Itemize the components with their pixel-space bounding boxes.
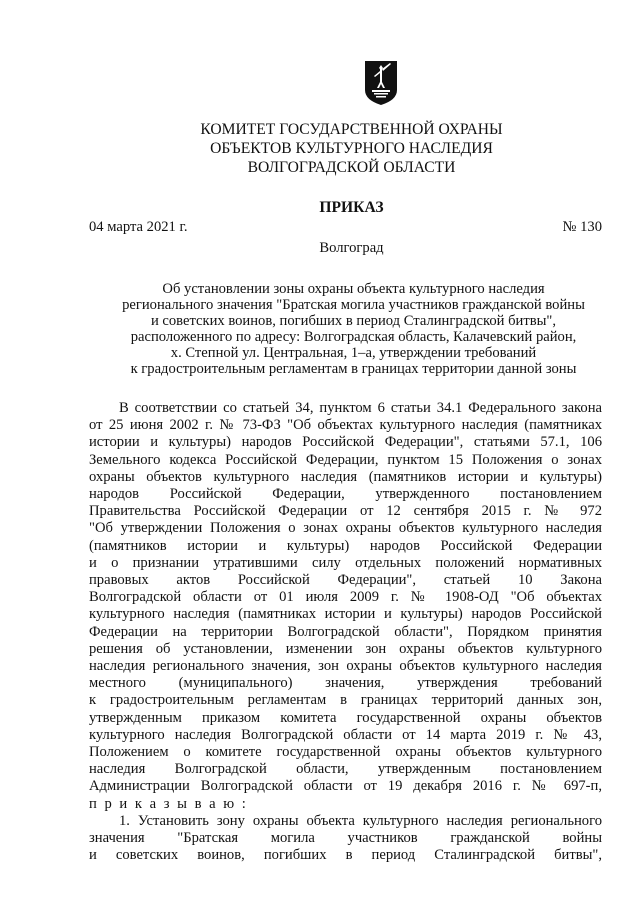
body-line: правовых актов Российской Федерации", статьей 10 Закона xyxy=(89,572,602,589)
body-line: (памятников истории и культуры) народов Российской Федерации xyxy=(89,537,602,554)
document-body xyxy=(89,400,602,864)
subject-line: к градостроительным регламентам в границах территории данной зоны xyxy=(130,361,577,377)
date-number-row xyxy=(89,219,602,236)
subject-line: расположенного по адресу: Волгоградская область, Калачевский район, xyxy=(130,329,577,345)
committee-line: ОБЪЕКТОВ КУЛЬТУРНОГО НАСЛЕДИЯ xyxy=(210,140,493,157)
body-line: Земельного кодекса Российской Федерации, пунктом 15 Положения о зонах xyxy=(89,451,602,468)
body-line: Волгоградской области от 01 июля 2009 г. № 1908-ОД "Об объектах xyxy=(89,589,602,606)
committee-line: КОМИТЕТ ГОСУДАРСТВЕННОЙ ОХРАНЫ xyxy=(200,121,503,138)
committee-name xyxy=(95,120,608,177)
body-line: В соответствии со статьей 34, пунктом 6 статьи 34.1 Федерального закона xyxy=(119,400,602,416)
body-line: Федерации на территории Волгоградской области", Порядком принятия xyxy=(89,623,602,640)
volgograd-emblem-icon xyxy=(364,60,398,106)
body-line: Правительства Российской Федерации от 12 сентября 2015 г. № 972 xyxy=(89,503,602,520)
subject-line: регионального значения "Братская могила участников гражданской войны xyxy=(122,297,585,313)
subject-line: и советских воинов, погибших в период Сталинградской битвы", xyxy=(150,313,557,329)
body-line: народов Российской Федерации, утвержденного постановлением xyxy=(89,486,602,503)
document-date: 04 марта 2021 г. xyxy=(89,219,188,235)
document-type: ПРИКАЗ xyxy=(319,199,384,216)
body-line: культурного наследия Волгоградской области от 14 марта 2019 г. № 43, xyxy=(89,726,602,743)
body-line: значения "Братская могила участников гражданской войны xyxy=(89,830,602,847)
body-line: наследия регионального значения, зон охраны объектов культурного наследия xyxy=(89,658,602,675)
body-line: решения об установлении, изменении зон охраны объектов культурного xyxy=(89,640,602,657)
subject-line: х. Степной ул. Центральная, 1–а, утверждении требований xyxy=(170,345,537,361)
body-line: к градостроительным регламентам в границах территорий данных зон, xyxy=(89,692,602,709)
body-line: "Об утверждении Положения о зонах охраны объектов культурного наследия xyxy=(89,520,602,537)
body-line: наследия Волгоградской области, утвержденным постановлением xyxy=(89,761,602,778)
body-line: Положением о комитете государственной охраны объектов культурного xyxy=(89,744,602,761)
body-line: Администрации Волгоградской области от 19 декабря 2016 г. № 697-п, xyxy=(89,778,602,795)
body-line: утвержденным приказом комитета государственной охраны объектов xyxy=(89,709,602,726)
order-word: п р и к а з ы в а ю : xyxy=(89,795,248,812)
body-line: от 25 июня 2002 г. № 73-ФЗ "Об объектах культурного наследия (памятниках xyxy=(89,417,602,434)
body-line: 1. Установить зону охраны объекта культурного наследия регионального xyxy=(119,812,602,829)
body-line: культурного наследия (памятниках истории и культуры) народов Российской xyxy=(89,606,602,623)
body-line: и советских воинов, погибших в период Сталинградской битвы", xyxy=(89,847,602,864)
subject-line: Об установлении зоны охраны объекта культурного наследия xyxy=(162,281,545,297)
body-line: охраны объектов культурного наследия (памятников истории и культуры) xyxy=(89,468,602,485)
document-subject xyxy=(97,281,610,377)
committee-line: ВОЛГОГРАДСКОЙ ОБЛАСТИ xyxy=(247,159,456,176)
body-line: истории и культуры) народов Российской Федерации", статьями 57.1, 106 xyxy=(89,434,602,451)
document-city: Волгоград xyxy=(319,240,384,256)
body-line: и о признании утратившими силу отдельных положений нормативных xyxy=(89,554,602,571)
body-line: местного (муниципального) значения, утверждения требований xyxy=(89,675,602,692)
document-number: № 130 xyxy=(562,219,602,235)
